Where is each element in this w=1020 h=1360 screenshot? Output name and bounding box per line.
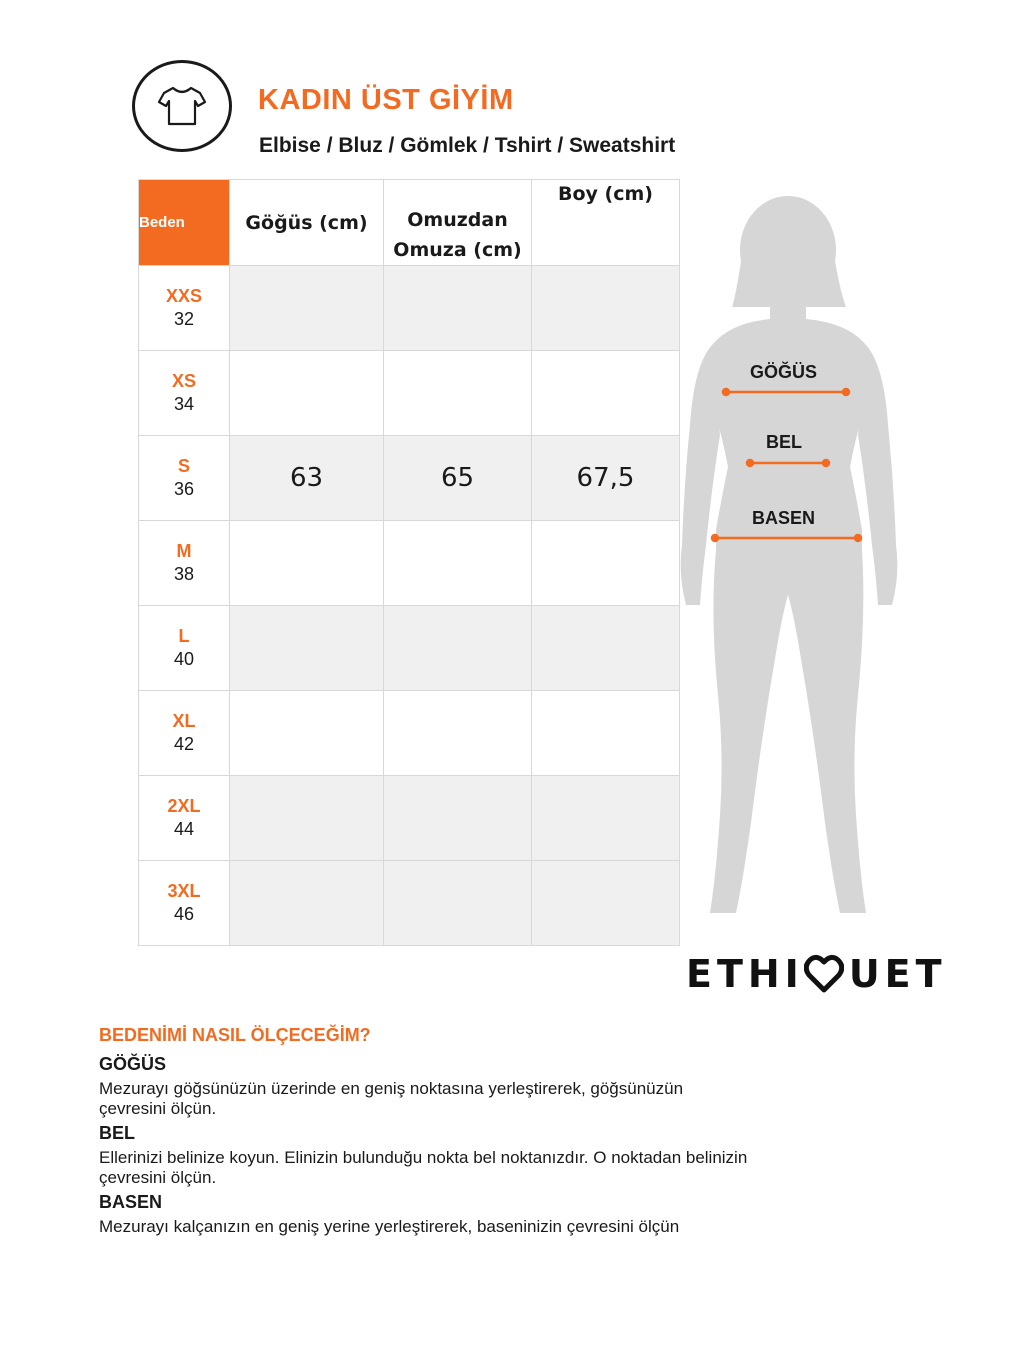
size-name: S (177, 456, 190, 476)
size-table (138, 179, 680, 946)
header-chest: Göğüs (cm) (230, 180, 384, 266)
chest-value (230, 691, 384, 776)
table-row (139, 436, 680, 521)
size-number: 46 (173, 904, 195, 924)
chest-value (230, 776, 384, 861)
size-name: XL (172, 711, 196, 731)
table-row (139, 521, 680, 606)
table-row (139, 351, 680, 436)
length-value (532, 776, 680, 861)
chest-label: GÖĞÜS (750, 362, 818, 382)
size-name: XXS (165, 286, 203, 306)
length-value: 67,5 (532, 436, 680, 521)
size-cell (139, 691, 230, 776)
chest-value (230, 266, 384, 351)
table-row (139, 606, 680, 691)
brand-logo (686, 952, 947, 996)
size-number: 36 (173, 479, 195, 499)
heart-icon (804, 954, 844, 994)
shoulder-value (384, 691, 532, 776)
header-length: Boy (cm) (532, 180, 680, 266)
guide-chest-title: GÖĞÜS (99, 1054, 167, 1074)
length-value (532, 521, 680, 606)
length-value (532, 266, 680, 351)
tshirt-icon-circle (132, 60, 232, 152)
shoulder-value (384, 351, 532, 436)
guide-title: BEDENİMİ NASIL ÖLÇECEĞİM? (99, 1025, 371, 1045)
tshirt-icon (156, 84, 208, 128)
shoulder-value: 65 (384, 436, 532, 521)
guide-waist-text: Ellerinizi belinize koyun. Elinizin bulunduğu nokta bel noktanızdır. O noktadan belinizin çevresini ölçün. (99, 1148, 748, 1187)
size-cell (139, 606, 230, 691)
size-name: M (176, 541, 192, 561)
table-row (139, 861, 680, 946)
size-number: 44 (173, 819, 195, 839)
size-number: 34 (173, 394, 195, 414)
logo-text-left: ETHI (686, 952, 804, 996)
size-number: 38 (173, 564, 195, 584)
page-title: KADIN ÜST GİYİM (258, 84, 514, 116)
size-number: 32 (173, 309, 195, 329)
shoulder-value (384, 606, 532, 691)
size-name: XS (171, 371, 196, 391)
chest-value (230, 521, 384, 606)
guide-waist-title: BEL (99, 1123, 135, 1143)
size-cell (139, 436, 230, 521)
page-subtitle: Elbise / Bluz / Gömlek / Tshirt / Sweatshirt (259, 134, 676, 157)
chest-value (230, 606, 384, 691)
size-number: 40 (173, 649, 195, 669)
size-cell (139, 351, 230, 436)
header-size: Beden (139, 180, 230, 266)
shoulder-value (384, 776, 532, 861)
header-shoulder-line1: Omuzdan (407, 209, 508, 231)
size-cell (139, 521, 230, 606)
chest-value (230, 351, 384, 436)
size-name: L (178, 626, 190, 646)
length-value (532, 606, 680, 691)
table-row (139, 691, 680, 776)
table-header-row (139, 180, 680, 266)
chest-value: 63 (230, 436, 384, 521)
waist-label: BEL (766, 432, 802, 452)
body-figure (670, 195, 910, 925)
chest-value (230, 861, 384, 946)
size-name: 3XL (167, 881, 201, 901)
size-cell (139, 266, 230, 351)
length-value (532, 351, 680, 436)
guide-hip-title: BASEN (99, 1192, 163, 1212)
size-number: 42 (173, 734, 195, 754)
shoulder-value (384, 266, 532, 351)
header-shoulder-line2: Omuza (cm) (393, 239, 522, 261)
size-cell (139, 776, 230, 861)
guide-hip-text: Mezurayı kalçanızın en geniş yerine yerleştirerek, baseninizin çevresini ölçün (99, 1217, 680, 1236)
hip-label: BASEN (752, 508, 816, 528)
guide-chest-text: Mezurayı göğsünüzün üzerinde en geniş noktasına yerleştirerek, göğsünüzün çevresini ölçün. (99, 1079, 684, 1118)
header-shoulder (384, 180, 532, 266)
length-value (532, 691, 680, 776)
table-row (139, 776, 680, 861)
length-value (532, 861, 680, 946)
logo-text-right: UET (848, 952, 947, 996)
shoulder-value (384, 861, 532, 946)
woman-silhouette-icon (670, 195, 910, 925)
size-cell (139, 861, 230, 946)
size-name: 2XL (167, 796, 201, 816)
shoulder-value (384, 521, 532, 606)
table-row (139, 266, 680, 351)
